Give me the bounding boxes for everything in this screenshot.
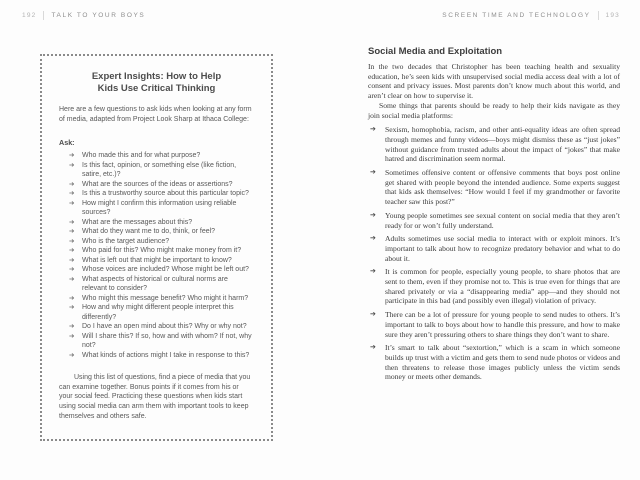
bullet-item-text: Sometimes offensive content or offensive comments that boys post online get shared with people beyond the intended audience. Some experts suggest that kids ask themselves: “How would I feel if my grandmother or favorite teacher saw this post?” [385, 168, 620, 207]
arrow-bullet-icon: ➔ [69, 256, 75, 264]
bullet-item-text: Young people sometimes see sexual content on social media that they aren’t ready for or won’t fully understand. [385, 210, 620, 230]
bullet-item-text: It’s smart to talk about “sextortion,” which is a scam in which someone builds up trust with a victim and gets them to send nude photos or videos and then threatens to release those images publicly unless the victim sends money or meets other demands. [385, 343, 620, 382]
expert-insights-box [40, 54, 273, 441]
box-intro: Here are a few questions to ask kids when looking at any form of media, adapted from Project Look Sharp at Ithaca College: [59, 106, 252, 123]
question-item-text: How and why might different people interpret this differently? [82, 304, 234, 321]
question-item-text: What aspects of historical or cultural norms are relevant to consider? [82, 275, 228, 293]
arrow-bullet-icon: ➔ [370, 211, 376, 219]
arrow-bullet-icon: ➔ [69, 323, 75, 331]
question-item-text: Whose voices are included? Whose might be left out? [82, 266, 249, 274]
question-item [69, 265, 254, 275]
question-item-text: Who made this and for what purpose? [82, 152, 201, 160]
bullet-item-text: There can be a lot of pressure for young people to send nudes to others. It’s important to talk to boys about how to handle this pressure, and how to make sure they aren’t pressuring others to share things they don’t want to share. [385, 310, 620, 339]
question-item [69, 275, 254, 294]
arrow-bullet-icon: ➔ [69, 266, 75, 274]
box-title-line2: Kids Use Critical Thinking [97, 83, 216, 94]
section-title: Social Media and Exploitation [368, 46, 503, 57]
question-item-text: What is left out that might be important to know? [82, 256, 232, 264]
header-divider [43, 11, 44, 20]
question-item [69, 256, 254, 266]
question-item [69, 332, 254, 351]
arrow-bullet-icon: ➔ [69, 199, 75, 207]
arrow-bullet-icon: ➔ [69, 218, 75, 226]
question-item-text: What kinds of actions might I take in response to this? [82, 351, 250, 359]
arrow-bullet-icon: ➔ [69, 161, 75, 169]
arrow-bullet-icon: ➔ [69, 247, 75, 255]
question-item [69, 227, 254, 237]
question-item-text: How might I confirm this information using reliable sources? [82, 199, 237, 217]
bullet-item [368, 234, 620, 263]
right-running-header [442, 11, 620, 20]
question-item [69, 218, 254, 228]
question-item [69, 322, 254, 332]
bullet-item-text: Adults sometimes use social media to interact with or exploit minors. It’s important to talk about how to recognize predatory behavior and what to do about it. [385, 234, 620, 263]
question-item [69, 189, 254, 199]
bullet-item [368, 125, 620, 164]
question-item-text: Do I have an open mind about this? Why or why not? [82, 323, 247, 331]
question-item-text: What are the messages about this? [82, 218, 193, 226]
paragraph: In the two decades that Christopher has been teaching health and sexuality education, he’s seen kids with unsupervised social media access deal with a lot of consent and privacy issues. Most parents don’t know much about this world, and aren’t clear on how to supervise it. [368, 62, 620, 101]
right-page-number: 193 [605, 12, 620, 19]
bullet-item [368, 343, 620, 382]
arrow-bullet-icon: ➔ [370, 311, 376, 319]
left-page-number: 192 [22, 12, 37, 19]
paragraph: Some things that parents should be ready to help their kids navigate as they join social media platforms: [368, 100, 620, 120]
question-item [69, 161, 254, 180]
question-item-text: Who is the target audience? [82, 237, 170, 245]
arrow-bullet-icon: ➔ [370, 169, 376, 177]
box-closing: Using this list of questions, find a piece of media that you can examine together. Bonus points if it comes from his or your social feed. Practicing these questions when kids start using social media can arm them with important tools to keep themselves and others safe. [59, 374, 251, 420]
bullet-item-text: Sexism, homophobia, racism, and other anti-equality ideas are often spread through memes and funny videos—boys might dismiss these as “just jokes” without guidance from trusted adults about the impact of “jokes” that make hatred and discrimination seem normal. [385, 125, 620, 164]
question-item-text: Who paid for this? Who might make money from it? [82, 247, 242, 255]
arrow-bullet-icon: ➔ [69, 304, 75, 312]
bullet-item-text: It is common for people, especially young people, to share photos that are sent to them, even if they promise not to. This is true even for things that are shared privately or via a “disappearing media” app—and they should not participate in this bad (and possibly even illegal) violation of privacy. [385, 267, 620, 306]
left-running-header [22, 11, 145, 20]
arrow-bullet-icon: ➔ [370, 344, 376, 352]
question-item-text: Will I share this? If so, how and with whom? If not, why not? [82, 332, 252, 350]
question-item [69, 246, 254, 256]
arrow-bullet-icon: ➔ [370, 235, 376, 243]
arrow-bullet-icon: ➔ [69, 294, 75, 302]
bullet-list [368, 125, 620, 382]
question-list [69, 151, 254, 360]
box-title [59, 71, 254, 95]
arrow-bullet-icon: ➔ [69, 190, 75, 198]
bullet-item [368, 267, 620, 306]
question-item [69, 303, 254, 322]
question-item-text: What do they want me to do, think, or feel? [82, 228, 216, 236]
question-item [69, 351, 254, 361]
box-title-line1: Expert Insights: How to Help [91, 71, 222, 82]
question-item [69, 294, 254, 304]
question-item [69, 180, 254, 190]
question-item-text: What are the sources of the ideas or assertions? [82, 180, 233, 188]
question-item-text: Who might this message benefit? Who might it harm? [82, 294, 249, 302]
question-item-text: Is this fact, opinion, or something else (like fiction, satire, etc.)? [82, 161, 237, 179]
left-running-title: TALK TO YOUR BOYS [51, 12, 146, 19]
question-item [69, 151, 254, 161]
arrow-bullet-icon: ➔ [69, 237, 75, 245]
question-item-text: Is this a trustworthy source about this particular topic? [82, 190, 249, 198]
arrow-bullet-icon: ➔ [69, 332, 75, 340]
ask-label: Ask: [59, 138, 75, 148]
arrow-bullet-icon: ➔ [370, 268, 376, 276]
bullet-item [368, 310, 620, 339]
arrow-bullet-icon: ➔ [69, 180, 75, 188]
arrow-bullet-icon: ➔ [69, 275, 75, 283]
arrow-bullet-icon: ➔ [69, 152, 75, 160]
arrow-bullet-icon: ➔ [69, 351, 75, 359]
question-item [69, 237, 254, 247]
header-divider [598, 11, 599, 20]
arrow-bullet-icon: ➔ [69, 228, 75, 236]
bullet-item [368, 168, 620, 207]
question-item [69, 199, 254, 218]
bullet-item [368, 211, 620, 230]
section-body [368, 62, 620, 382]
arrow-bullet-icon: ➔ [370, 126, 376, 134]
right-running-title: SCREEN TIME AND TECHNOLOGY [442, 12, 591, 19]
right-page [368, 46, 620, 386]
